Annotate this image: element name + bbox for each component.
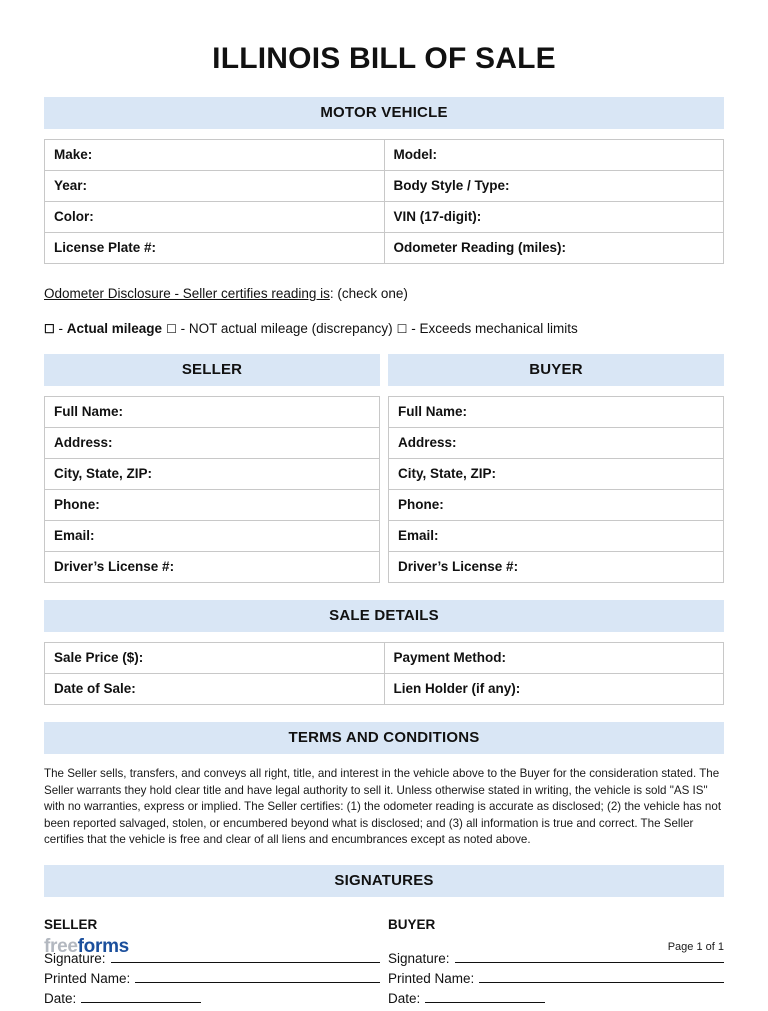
field-label[interactable]: Full Name: [389, 397, 724, 428]
field-label[interactable]: Payment Method: [384, 643, 724, 674]
field-label[interactable]: Phone: [389, 490, 724, 521]
table-row [45, 140, 724, 171]
table-row [389, 459, 724, 490]
party-header-row [44, 354, 724, 386]
section-header-signatures: SIGNATURES [44, 865, 724, 897]
table-row [389, 521, 724, 552]
field-label[interactable]: Model: [384, 140, 724, 171]
field-label[interactable]: Address: [45, 428, 380, 459]
option-label-not-actual-mileage[interactable]: NOT actual mileage (discrepancy) [188, 320, 393, 336]
seller-printed-name-line [44, 971, 380, 986]
checkbox-actual-mileage[interactable]: ☐ [44, 321, 55, 336]
table-row [45, 552, 380, 583]
field-label[interactable]: Date of Sale: [45, 674, 385, 705]
field-label[interactable]: City, State, ZIP: [389, 459, 724, 490]
option-label-exceeds-mechanical-limits[interactable]: Exceeds mechanical limits [419, 320, 578, 336]
checkbox-not-actual-mileage[interactable]: ☐ [166, 321, 177, 336]
vehicle-fields-body [45, 140, 724, 264]
vehicle-fields-table [44, 139, 724, 264]
buyer-signature-block [388, 917, 724, 1011]
buyer-printed-name-rule[interactable] [479, 971, 724, 983]
seller-printed-name-label: Printed Name: [44, 971, 131, 987]
field-label[interactable]: Make: [45, 140, 385, 171]
field-label[interactable]: Driver’s License #: [45, 552, 380, 583]
field-label[interactable]: Color: [45, 202, 385, 233]
section-header-buyer: BUYER [388, 354, 724, 386]
logo-text-forms: forms [77, 936, 129, 957]
seller-date-rule[interactable] [81, 991, 201, 1003]
table-row [45, 521, 380, 552]
sale-details-table [44, 642, 724, 705]
table-row [45, 428, 380, 459]
field-label[interactable]: Odometer Reading (miles): [384, 233, 724, 264]
page-number: Page 1 of 1 [667, 941, 724, 953]
table-row [45, 674, 724, 705]
field-label[interactable]: Lien Holder (if any): [384, 674, 724, 705]
section-header-motor-vehicle: MOTOR VEHICLE [44, 97, 724, 129]
field-label[interactable]: VIN (17-digit): [384, 202, 724, 233]
option-separator: - [176, 320, 189, 336]
party-fields-row [44, 386, 724, 583]
table-row [389, 397, 724, 428]
field-label[interactable]: Address: [389, 428, 724, 459]
section-header-terms: TERMS AND CONDITIONS [44, 722, 724, 754]
section-header-seller: SELLER [44, 354, 380, 386]
option-separator: - [407, 320, 420, 336]
seller-signature-label: Signature: [44, 951, 106, 967]
field-label[interactable]: Year: [45, 171, 385, 202]
buyer-fields-table [388, 396, 724, 583]
buyer-date-rule[interactable] [425, 991, 545, 1003]
table-row [45, 459, 380, 490]
field-label[interactable]: Body Style / Type: [384, 171, 724, 202]
field-label[interactable]: Sale Price ($): [45, 643, 385, 674]
odometer-disclosure-statement [44, 285, 724, 303]
field-label[interactable]: City, State, ZIP: [45, 459, 380, 490]
field-label[interactable]: Email: [45, 521, 380, 552]
odometer-disclosure-trailing: : (check one) [329, 286, 408, 301]
seller-fields-body [45, 397, 380, 583]
buyer-printed-name-line [388, 971, 724, 986]
odometer-disclosure [44, 285, 724, 337]
buyer-fields-body [389, 397, 724, 583]
seller-signature-block [44, 917, 380, 1011]
buyer-date-label: Date: [388, 991, 421, 1007]
table-row [389, 428, 724, 459]
table-row [45, 202, 724, 233]
page-title: ILLINOIS BILL OF SALE [212, 42, 556, 75]
buyer-printed-name-label: Printed Name: [388, 971, 475, 987]
field-label[interactable]: Driver’s License #: [389, 552, 724, 583]
table-row [45, 397, 380, 428]
signature-area [44, 917, 724, 1011]
table-row [45, 490, 380, 521]
option-label-actual-mileage[interactable]: Actual mileage [66, 320, 163, 336]
table-row [45, 171, 724, 202]
checkbox-exceeds-mechanical-limits[interactable]: ☐ [396, 321, 408, 336]
section-header-sale-details: SALE DETAILS [44, 600, 724, 632]
page-footer [44, 936, 724, 958]
odometer-options [44, 320, 724, 338]
buyer-column [388, 386, 724, 583]
logo-text-free: free [44, 936, 78, 957]
seller-fields-table [44, 396, 380, 583]
terms-paragraph: The Seller sells, transfers, and conveys all right, title, and interest in the vehicle above to the Buyer for the consideration stated. The Seller warrants they hold clear title and have legal authority to sell it. Unless otherwise stated in writing, the vehicle is sold "AS IS" with no warranties, express or implied. The Seller certifies: (1) the odometer reading is accurate as disclosed; (2) the vehicle has not been reported salvaged, stolen, or encumbered beyond what is disclosed; and (3) all information is true and correct. The Seller certifies that the vehicle is free and clear of all liens and encumbrances except as noted above. [44, 767, 722, 846]
freeforms-logo[interactable] [44, 936, 129, 958]
seller-column [44, 386, 380, 583]
seller-date-label: Date: [44, 991, 77, 1007]
table-row [389, 490, 724, 521]
field-label[interactable]: License Plate #: [45, 233, 385, 264]
table-row [389, 552, 724, 583]
field-label[interactable]: Full Name: [45, 397, 380, 428]
table-row [45, 643, 724, 674]
sale-details-body [45, 643, 724, 705]
buyer-signature-heading: BUYER [388, 917, 436, 933]
field-label[interactable]: Phone: [45, 490, 380, 521]
odometer-disclosure-underlined: Odometer Disclosure - Seller certifies reading is [44, 286, 330, 301]
seller-signature-heading: SELLER [44, 917, 98, 933]
buyer-signature-label: Signature: [388, 951, 450, 967]
seller-printed-name-rule[interactable] [135, 971, 380, 983]
option-separator: - [54, 320, 67, 336]
table-row [45, 233, 724, 264]
field-label[interactable]: Email: [389, 521, 724, 552]
